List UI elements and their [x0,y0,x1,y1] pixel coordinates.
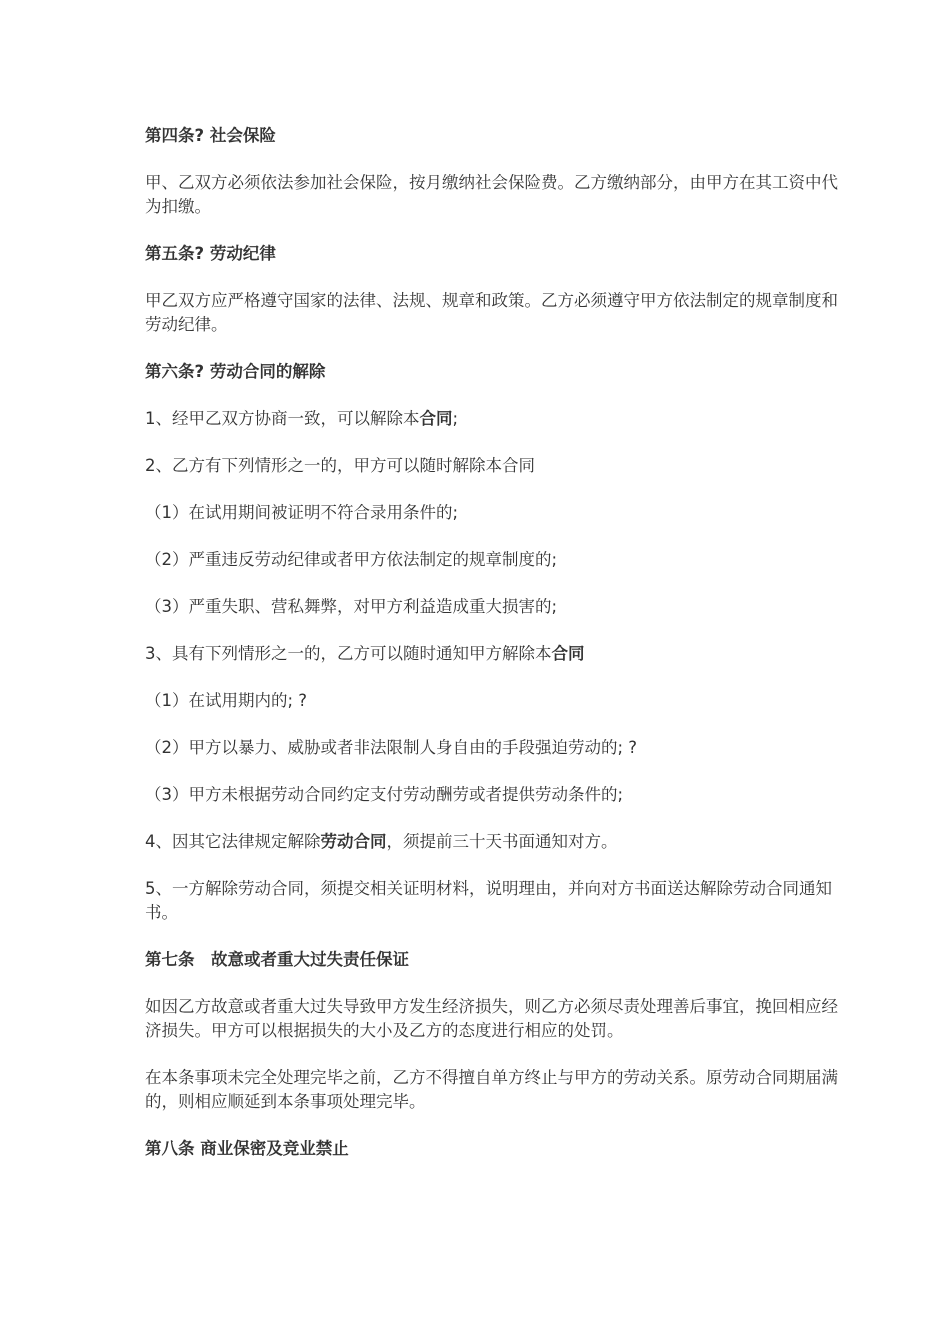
document-body [145,124,845,1184]
article-8-heading: 第八条 商业保密及竞业禁止 [145,1139,349,1158]
clause-3-item-3: （3）甲方未根据劳动合同约定支付劳动酬劳或者提供劳动条件的; [145,785,624,804]
article-5-heading: 第五条? 劳动纪律 [145,244,276,263]
clause-text: 3、具有下列情形之一的，乙方可以随时通知甲方解除本 [145,644,552,663]
clause-bold-term: 合同 [551,644,585,663]
article-6-clause-1 [145,407,845,431]
clause-text: 4、因其它法律规定解除 [145,832,321,851]
article-6-clause-5: 5、一方解除劳动合同，须提交相关证明材料，说明理由，并向对方书面送达解除劳动合同通知书。 [145,879,832,922]
article-6-heading: 第六条? 劳动合同的解除 [145,362,326,381]
clause-bold-term: 劳动合同 [320,832,387,851]
clause-text-end: ，须提前三十天书面通知对方。 [386,832,618,851]
clause-bold-term: 合同 [419,409,453,428]
article-6-clause-2: 2、乙方有下列情形之一的，甲方可以随时解除本合同 [145,456,535,475]
article-7-paragraph-2: 在本条事项未完全处理完毕之前，乙方不得擅自单方终止与甲方的劳动关系。原劳动合同期届满的，则相应顺延到本条事项处理完毕。 [145,1068,838,1111]
article-6-clause-4 [145,830,845,854]
clause-3-item-2: （2）甲方以暴力、威胁或者非法限制人身自由的手段强迫劳动的; ? [145,738,638,757]
clause-2-item-1: （1）在试用期间被证明不符合录用条件的; [145,503,459,522]
article-7-paragraph-1: 如因乙方故意或者重大过失导致甲方发生经济损失，则乙方必须尽责处理善后事宜，挽回相应经济损失。甲方可以根据损失的大小及乙方的态度进行相应的处罚。 [145,997,838,1040]
clause-2-item-2: （2）严重违反劳动纪律或者甲方依法制定的规章制度的; [145,550,558,569]
article-5-paragraph: 甲乙双方应严格遵守国家的法律、法规、规章和政策。乙方必须遵守甲方依法制定的规章制度和劳动纪律。 [145,291,838,334]
clause-text-end: ; [452,409,459,428]
clause-3-item-1: （1）在试用期内的; ? [145,691,308,710]
article-6-clause-3 [145,642,845,666]
article-7-heading: 第七条 故意或者重大过失责任保证 [145,950,409,969]
clause-2-item-3: （3）严重失职、营私舞弊，对甲方利益造成重大损害的; [145,597,558,616]
clause-text: 1、经甲乙双方协商一致，可以解除本 [145,409,420,428]
article-4-paragraph: 甲、乙双方必须依法参加社会保险，按月缴纳社会保险费。乙方缴纳部分，由甲方在其工资中代为扣缴。 [145,173,838,216]
article-4-heading: 第四条? 社会保险 [145,126,276,145]
